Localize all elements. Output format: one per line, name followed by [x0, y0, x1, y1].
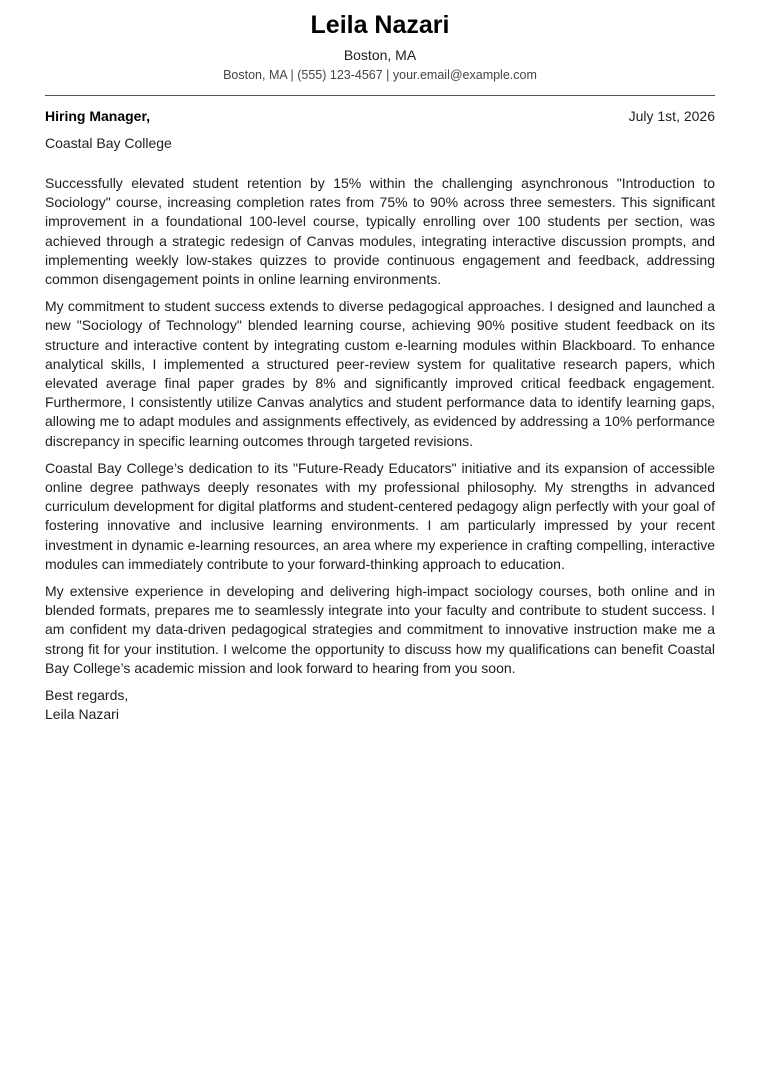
recipient-organization: Coastal Bay College	[45, 135, 172, 151]
letter-date: July 1st, 2026	[628, 108, 715, 124]
sender-location: Boston, MA	[343, 47, 417, 63]
signature-name: Leila Nazari	[45, 706, 119, 723]
sender-name: Leila Nazari	[310, 11, 450, 39]
closing-phrase: Best regards,	[45, 687, 129, 704]
body-paragraph-1: Successfully elevated student retention by 15% within the challenging asynchronous "Introduction to Sociology" course, increasing completion rates from 75% to 90% across three semesters. This significant improvement in a foundational 100-level course, typically enrolling over 100 students per section, was achieved through a strategic redesign of Canvas modules, integrating interactive discussion prompts, and implementing weekly low-stakes quizzes to provide continuous engagement and feedback, addressing common disengagement points in online learning environments.	[45, 175, 715, 288]
sender-contact: Boston, MA | (555) 123-4567 | your.email@example.com	[223, 68, 537, 82]
letter-header	[45, 0, 715, 83]
letter-body	[45, 174, 715, 678]
header-divider	[45, 95, 715, 96]
recipient-salutation: Hiring Manager,	[45, 108, 151, 124]
letter-closing-block	[45, 686, 715, 724]
body-paragraph-2: My commitment to student success extends to diverse pedagogical approaches. I designed and launched a new "Sociology of Technology" blended learning course, achieving 90% positive student feedback on its structure and interactive content by integrating custom e-learning modules within Blackboard. To enhance analytical skills, I implemented a structured peer-review system for qualitative research papers, which elevated average final paper grades by 8% and significantly improved critical feedback engagement. Furthermore, I consistently utilize Canvas analytics and student performance data to identify learning gaps, allowing me to adapt modules and assignments effectively, as evidenced by addressing a 10% performance discrepancy in specific learning outcomes through targeted revisions.	[45, 298, 715, 449]
recipient-date-row	[45, 107, 715, 125]
body-paragraph-4: My extensive experience in developing and delivering high-impact sociology courses, both online and in blended formats, prepares me to seamlessly integrate into your faculty and contribute to student success. I am confident my data-driven pedagogical strategies and commitment to innovative instruction make me a strong fit for your institution. I welcome the opportunity to discuss how my qualifications can benefit Coastal Bay College’s academic mission and look forward to hearing from you soon.	[45, 583, 715, 676]
body-paragraph-3: Coastal Bay College’s dedication to its "Future-Ready Educators" initiative and its expansion of accessible online degree pathways deeply resonates with my professional philosophy. My strengths in advanced curriculum development for digital platforms and student-centered pedagogy align perfectly with your goal of fostering innovative and inclusive learning environments. I am particularly impressed by your recent investment in dynamic e-learning resources, an area where my experience in crafting compelling, interactive modules can immediately contribute to your forward-thinking approach to education.	[45, 459, 715, 572]
